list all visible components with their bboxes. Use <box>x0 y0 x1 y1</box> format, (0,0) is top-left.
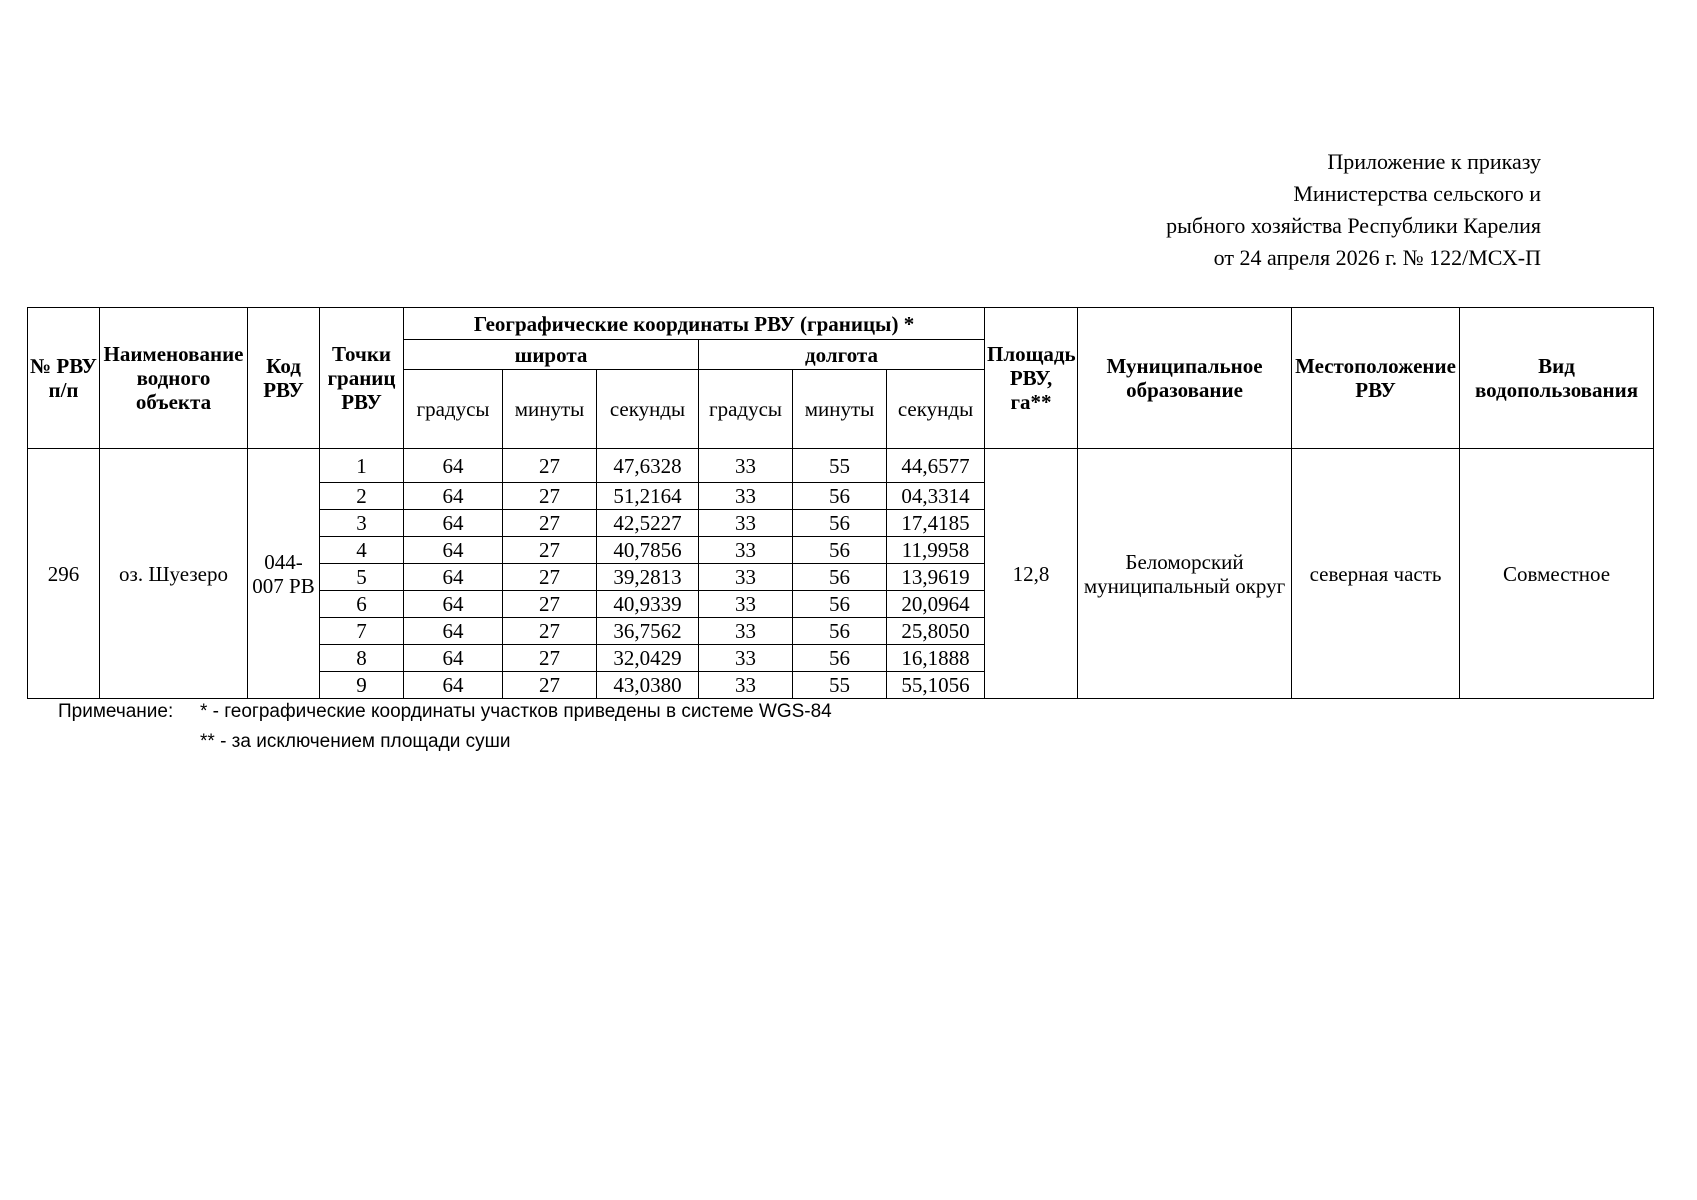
cell-lon-min: 55 <box>793 672 887 699</box>
cell-point: 5 <box>320 564 404 591</box>
cell-lat-deg: 64 <box>404 564 503 591</box>
header-latitude: широта <box>404 340 699 370</box>
cell-lon-min: 55 <box>793 449 887 483</box>
cell-lat-sec: 47,6328 <box>597 449 699 483</box>
cell-lat-min: 27 <box>503 618 597 645</box>
cell-point: 1 <box>320 449 404 483</box>
cell-lat-min: 27 <box>503 591 597 618</box>
cell-lat-deg: 64 <box>404 537 503 564</box>
header-code: Код РВУ <box>248 308 320 449</box>
cell-lon-deg: 33 <box>699 483 793 510</box>
cell-location: северная часть <box>1292 449 1460 699</box>
cell-lon-sec: 16,1888 <box>887 645 985 672</box>
header-use-type: Вид водопользования <box>1460 308 1654 449</box>
cell-lat-sec: 32,0429 <box>597 645 699 672</box>
header-longitude: долгота <box>699 340 985 370</box>
header-num: № РВУ п/п <box>28 308 100 449</box>
header-municipality: Муниципальное образование <box>1078 308 1292 449</box>
cell-lon-deg: 33 <box>699 449 793 483</box>
header-lat-degrees: градусы <box>404 370 503 449</box>
cell-lat-deg: 64 <box>404 618 503 645</box>
header-lat-minutes: минуты <box>503 370 597 449</box>
header-lon-seconds: секунды <box>887 370 985 449</box>
cell-lon-sec: 17,4185 <box>887 510 985 537</box>
header-area: Площадь РВУ, га** <box>985 308 1078 449</box>
cell-lon-sec: 11,9958 <box>887 537 985 564</box>
header-points: Точки границ РВУ <box>320 308 404 449</box>
cell-lat-sec: 42,5227 <box>597 510 699 537</box>
cell-lat-sec: 40,9339 <box>597 591 699 618</box>
note-line-1: * - географические координаты участков приведены в системе WGS-84 <box>200 701 832 722</box>
cell-lon-deg: 33 <box>699 510 793 537</box>
cell-lon-sec: 13,9619 <box>887 564 985 591</box>
cell-lon-sec: 25,8050 <box>887 618 985 645</box>
cell-lon-min: 56 <box>793 645 887 672</box>
cell-point: 4 <box>320 537 404 564</box>
cell-lat-min: 27 <box>503 537 597 564</box>
cell-lat-deg: 64 <box>404 645 503 672</box>
cell-lat-deg: 64 <box>404 483 503 510</box>
header-lat-seconds: секунды <box>597 370 699 449</box>
cell-lon-sec: 44,6577 <box>887 449 985 483</box>
cell-lon-deg: 33 <box>699 564 793 591</box>
appendix-header <box>1166 146 1541 274</box>
appendix-line-2: Министерства сельского и <box>1293 181 1541 206</box>
cell-lon-sec: 04,3314 <box>887 483 985 510</box>
cell-lon-sec: 20,0964 <box>887 591 985 618</box>
cell-lon-deg: 33 <box>699 618 793 645</box>
cell-lon-sec: 55,1056 <box>887 672 985 699</box>
header-lon-minutes: минуты <box>793 370 887 449</box>
header-location: Местоположение РВУ <box>1292 308 1460 449</box>
cell-point: 3 <box>320 510 404 537</box>
cell-lat-sec: 43,0380 <box>597 672 699 699</box>
cell-lon-min: 56 <box>793 510 887 537</box>
cell-lon-min: 56 <box>793 564 887 591</box>
cell-lat-min: 27 <box>503 645 597 672</box>
cell-lat-sec: 51,2164 <box>597 483 699 510</box>
cell-lat-sec: 40,7856 <box>597 537 699 564</box>
cell-lat-deg: 64 <box>404 672 503 699</box>
cell-lat-min: 27 <box>503 510 597 537</box>
cell-lon-min: 56 <box>793 591 887 618</box>
cell-point: 9 <box>320 672 404 699</box>
note-label: Примечание: <box>58 701 174 722</box>
appendix-line-4: от 24 апреля 2026 г. № 122/МСХ-П <box>1213 245 1541 270</box>
cell-point: 2 <box>320 483 404 510</box>
cell-lon-deg: 33 <box>699 645 793 672</box>
cell-lat-deg: 64 <box>404 449 503 483</box>
note-line-2: ** - за исключением площади суши <box>200 731 511 752</box>
cell-lon-min: 56 <box>793 537 887 564</box>
cell-use-type: Совместное <box>1460 449 1654 699</box>
header-lon-degrees: градусы <box>699 370 793 449</box>
cell-num: 296 <box>28 449 100 699</box>
cell-lon-deg: 33 <box>699 537 793 564</box>
appendix-line-3: рыбного хозяйства Республики Карелия <box>1166 213 1541 238</box>
cell-lat-min: 27 <box>503 672 597 699</box>
cell-point: 8 <box>320 645 404 672</box>
cell-lat-min: 27 <box>503 483 597 510</box>
rvu-table <box>27 307 1654 699</box>
cell-lat-sec: 36,7562 <box>597 618 699 645</box>
cell-lat-deg: 64 <box>404 510 503 537</box>
cell-area: 12,8 <box>985 449 1078 699</box>
cell-water-body: оз. Шуезеро <box>100 449 248 699</box>
cell-code: 044-007 РВ <box>248 449 320 699</box>
cell-municipality: Беломорский муниципальный округ <box>1078 449 1292 699</box>
cell-lon-deg: 33 <box>699 672 793 699</box>
cell-lat-deg: 64 <box>404 591 503 618</box>
cell-lat-sec: 39,2813 <box>597 564 699 591</box>
table-row <box>28 449 1654 483</box>
cell-lat-min: 27 <box>503 564 597 591</box>
cell-lon-deg: 33 <box>699 591 793 618</box>
cell-lon-min: 56 <box>793 483 887 510</box>
cell-point: 6 <box>320 591 404 618</box>
header-name: Наименование водного объекта <box>100 308 248 449</box>
cell-lat-min: 27 <box>503 449 597 483</box>
cell-lon-min: 56 <box>793 618 887 645</box>
appendix-line-1: Приложение к приказу <box>1327 149 1541 174</box>
header-coords: Географические координаты РВУ (границы) * <box>404 308 985 340</box>
cell-point: 7 <box>320 618 404 645</box>
